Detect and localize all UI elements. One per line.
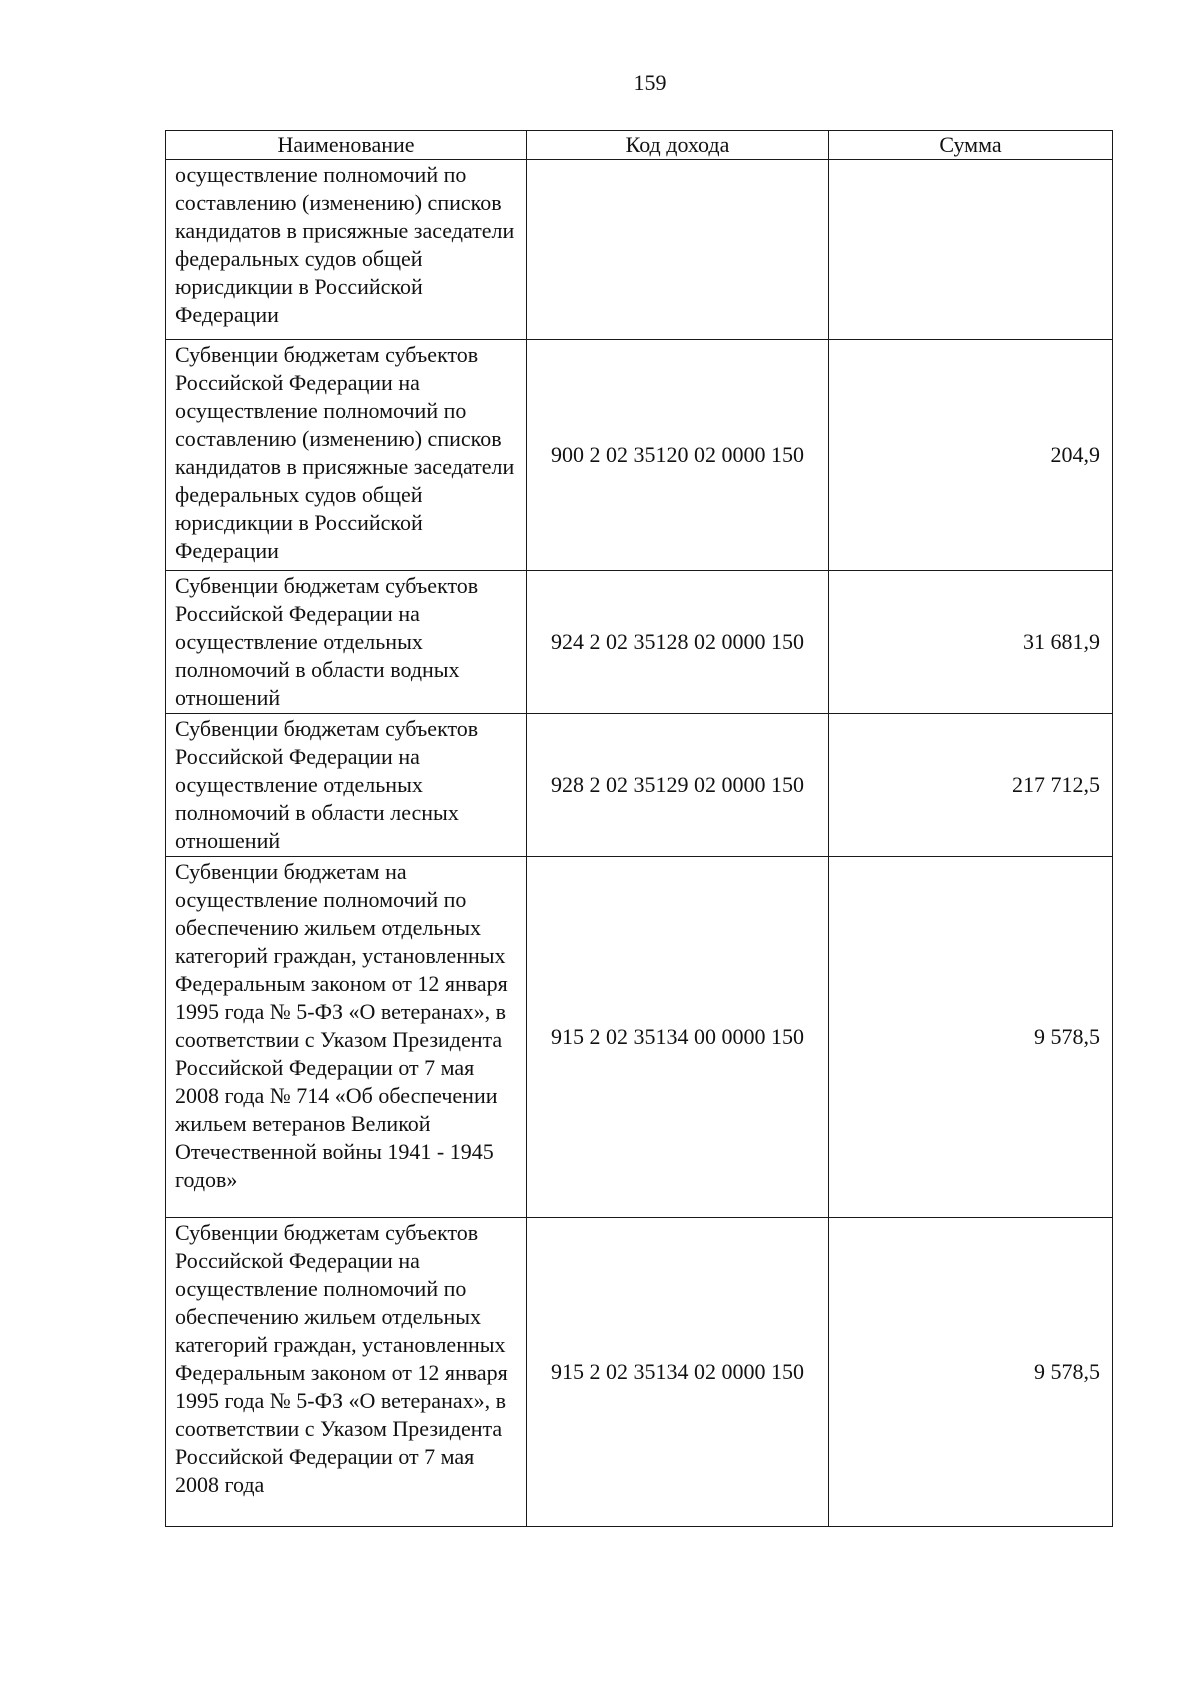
row-sum: 217 712,5 — [829, 714, 1113, 857]
row-sum: 204,9 — [829, 340, 1113, 571]
row-sum: 9 578,5 — [829, 857, 1113, 1218]
row-name: Субвенции бюджетам субъектов Российской Федерации на осуществление полномочий по составлению (изменению) списков кандидатов в присяжные заседатели федеральных судов общей юрисдикции в Российской Федерации — [166, 340, 527, 571]
row-sum — [829, 160, 1113, 340]
row-name: Субвенции бюджетам субъектов Российской Федерации на осуществление отдельных полномочий в области лесных отношений — [166, 714, 527, 857]
table-body — [166, 160, 1113, 1527]
row-code: 928 2 02 35129 02 0000 150 — [527, 714, 829, 857]
header-code: Код дохода — [527, 131, 829, 160]
row-sum: 9 578,5 — [829, 1218, 1113, 1527]
row-name: Субвенции бюджетам на осуществление полномочий по обеспечению жильем отдельных категорий граждан, установленных Федеральным законом от 12 января 1995 года № 5-ФЗ «О ветеранах», в соответствии с Указом Президента Российской Федерации от 7 мая 2008 года № 714 «Об обеспечении жильем ветеранов Великой Отечественной войны 1941 - 1945 годов» — [166, 857, 527, 1218]
header-name: Наименование — [166, 131, 527, 160]
table-row — [166, 340, 1113, 571]
row-code — [527, 160, 829, 340]
row-name: осуществление полномочий по составлению (изменению) списков кандидатов в присяжные заседатели федеральных судов общей юрисдикции в Российской Федерации — [166, 160, 527, 340]
row-code: 900 2 02 35120 02 0000 150 — [527, 340, 829, 571]
table-row — [166, 160, 1113, 340]
table-row — [166, 714, 1113, 857]
header-sum: Сумма — [829, 131, 1113, 160]
row-sum: 31 681,9 — [829, 571, 1113, 714]
table-header — [166, 131, 1113, 160]
row-code: 924 2 02 35128 02 0000 150 — [527, 571, 829, 714]
table-row — [166, 1218, 1113, 1527]
table-row — [166, 857, 1113, 1218]
table-row — [166, 571, 1113, 714]
row-name: Субвенции бюджетам субъектов Российской Федерации на осуществление отдельных полномочий в области водных отношений — [166, 571, 527, 714]
income-table — [165, 130, 1113, 1527]
row-code: 915 2 02 35134 00 0000 150 — [527, 857, 829, 1218]
page-number: 159 — [633, 70, 667, 95]
row-name: Субвенции бюджетам субъектов Российской Федерации на осуществление полномочий по обеспечению жильем отдельных категорий граждан, установленных Федеральным законом от 12 января 1995 года № 5-ФЗ «О ветеранах», в соответствии с Указом Президента Российской Федерации от 7 мая 2008 года — [166, 1218, 527, 1527]
header-row — [166, 131, 1113, 160]
row-code: 915 2 02 35134 02 0000 150 — [527, 1218, 829, 1527]
